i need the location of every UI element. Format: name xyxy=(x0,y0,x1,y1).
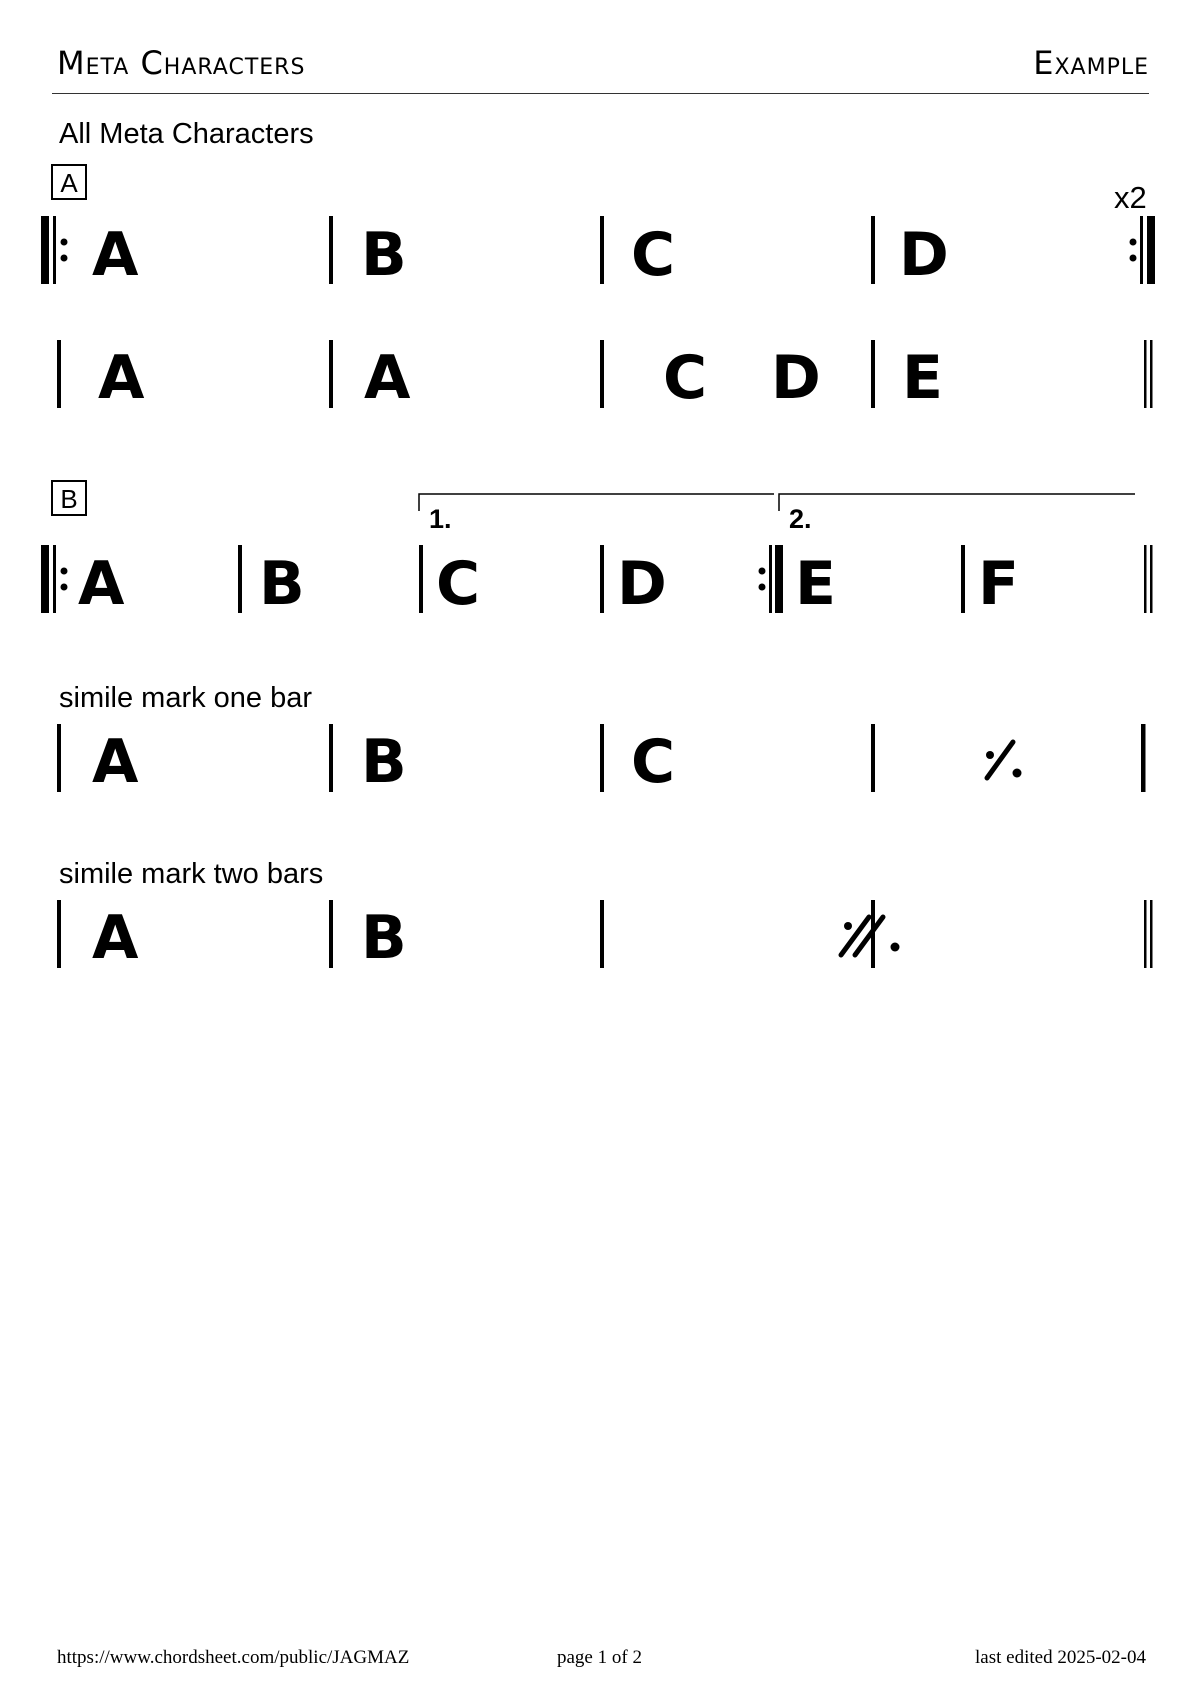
bar-line xyxy=(57,724,61,792)
chord: A xyxy=(364,343,411,413)
final-thin-bar xyxy=(1144,545,1147,613)
bar-line xyxy=(600,724,604,792)
bar-line xyxy=(419,545,423,613)
bar-line xyxy=(238,545,242,613)
start-repeat-thin-bar xyxy=(53,545,56,613)
final-thin-bar xyxy=(1150,545,1153,613)
footer-url[interactable]: https://www.chordsheet.com/public/JAGMAZ xyxy=(57,1647,410,1668)
chord: B xyxy=(361,903,407,973)
repeat-dot xyxy=(759,584,766,591)
chord: A xyxy=(78,549,125,619)
end-repeat-thin-bar xyxy=(1140,216,1143,284)
chord: C xyxy=(436,549,481,619)
footer-page-number: page 1 of 2 xyxy=(557,1647,642,1668)
simile-two-bar-icon xyxy=(841,917,900,955)
chord: E xyxy=(795,549,836,619)
second-ending-label: 2. xyxy=(789,504,812,534)
chord: D xyxy=(771,343,821,413)
repeat-dot xyxy=(61,568,68,575)
chord: B xyxy=(361,727,407,797)
chord: A xyxy=(92,903,139,973)
start-repeat-thin-bar xyxy=(53,216,56,284)
bar-line xyxy=(871,340,875,408)
rehearsal-mark-a: A xyxy=(51,164,87,200)
end-bar-line xyxy=(1141,724,1146,792)
bar-line xyxy=(600,545,604,613)
bar-line xyxy=(600,340,604,408)
first-ending-label: 1. xyxy=(429,504,452,534)
end-repeat-thin-bar xyxy=(769,545,772,613)
repeat-dot xyxy=(61,584,68,591)
section-title: simile mark one bar xyxy=(59,682,313,714)
chord: A xyxy=(98,343,145,413)
sheet-title: Meta Characters xyxy=(57,44,306,82)
repeat-dot xyxy=(759,568,766,575)
repeat-count: x2 xyxy=(1114,180,1147,215)
final-thin-bar xyxy=(1150,900,1153,968)
chord: C xyxy=(663,343,708,413)
second-ending-bracket xyxy=(779,494,1135,511)
bar-line xyxy=(600,900,604,968)
chord: A xyxy=(92,727,139,797)
bar-line xyxy=(871,724,875,792)
bar-line xyxy=(329,216,333,284)
section-title: simile mark two bars xyxy=(59,858,324,890)
footer-last-edited: last edited 2025-02-04 xyxy=(975,1647,1146,1668)
chord: D xyxy=(899,220,949,290)
chord: E xyxy=(902,343,943,413)
chord: B xyxy=(361,220,407,290)
bar-line xyxy=(329,340,333,408)
end-repeat-thick-bar xyxy=(1147,216,1155,284)
bar-line xyxy=(329,900,333,968)
bar-line xyxy=(600,216,604,284)
bar-line xyxy=(961,545,965,613)
final-thin-bar xyxy=(1144,900,1147,968)
bar-line xyxy=(57,900,61,968)
start-repeat-thick-bar xyxy=(41,216,49,284)
final-thin-bar xyxy=(1150,340,1153,408)
start-repeat-thick-bar xyxy=(41,545,49,613)
end-repeat-thick-bar xyxy=(775,545,783,613)
bar-line xyxy=(871,216,875,284)
repeat-dot xyxy=(1130,239,1137,246)
simile-one-bar-icon xyxy=(986,742,1022,778)
chord: B xyxy=(259,549,305,619)
repeat-dot xyxy=(61,255,68,262)
chord: A xyxy=(92,220,139,290)
sheet-subtitle: Example xyxy=(1033,44,1149,82)
rehearsal-mark-b: B xyxy=(51,480,87,516)
section-title: All Meta Characters xyxy=(59,118,314,150)
repeat-dot xyxy=(1130,255,1137,262)
chord: C xyxy=(631,727,676,797)
final-thin-bar xyxy=(1144,340,1147,408)
first-ending-bracket xyxy=(419,494,774,511)
chord: D xyxy=(617,549,667,619)
repeat-dot xyxy=(61,239,68,246)
chord: C xyxy=(631,220,676,290)
bar-line xyxy=(57,340,61,408)
chord: F xyxy=(978,549,1019,619)
bar-line xyxy=(329,724,333,792)
